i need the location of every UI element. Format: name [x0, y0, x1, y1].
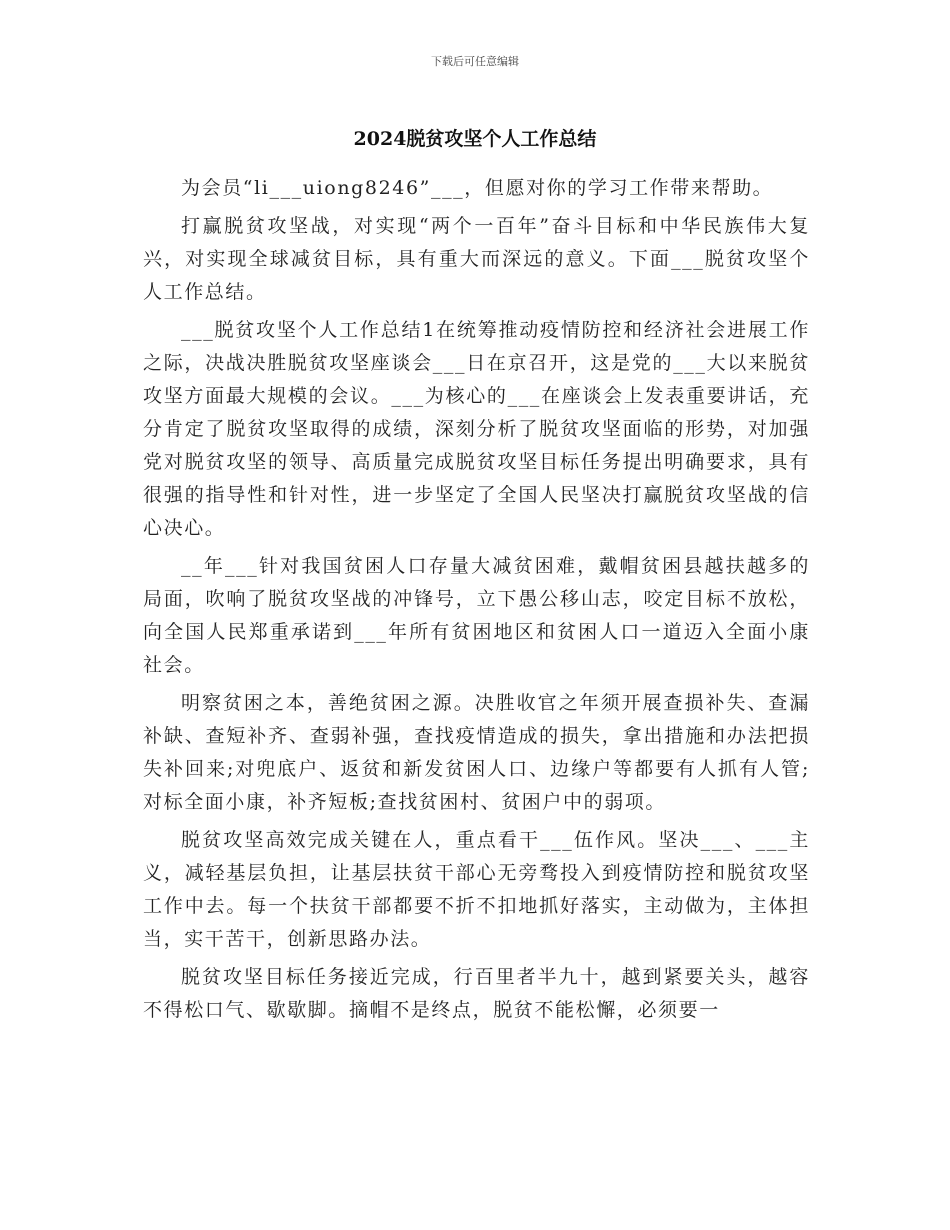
document-title: 2024脱贫攻坚个人工作总结 — [353, 128, 597, 150]
paragraph-history: __年___针对我国贫困人口存量大减贫困难，戴帽贫困县越扶越多的局面，吹响了脱贫攻坚战的冲锋号，立下愚公移山志，咬定目标不放松，向全国人民郑重承诺到___年所有贫困地区和贫困人口一道迈入全面小康社会。 — [143, 555, 810, 676]
paragraph-summary-1: ___脱贫攻坚个人工作总结1在统筹推动疫情防控和经济社会进展工作之际，决战决胜脱贫攻坚座谈会___日在京召开，这是党的___大以来脱贫攻坚方面最大规模的会议。___为核心的___在座谈会上发表重要讲话，充分肯定了脱贫攻坚取得的成绩，深刻分析了脱贫攻坚面临的形势，对加强党对脱贫攻坚的领导、高质量完成脱贫攻坚目标任务提出明确要求，具有很强的指导性和针对性，进一步坚定了全国人民坚决打赢脱贫攻坚战的信心决心。 — [143, 319, 810, 539]
paragraph-member-note: 为会员“li___uiong8246”___，但愿对你的学习工作带来帮助。 — [181, 177, 774, 199]
paragraph-work-style: 脱贫攻坚高效完成关键在人，重点看干___伍作风。坚决___、___主义，减轻基层负担，让基层扶贫干部心无旁骛投入到疫情防控和脱贫攻坚工作中去。每一个扶贫干部都要不折不扣地抓好落实，主动做为，主体担当，实干苦干，创新思路办法。 — [143, 829, 810, 950]
page-header-note: 下载后可任意编辑 — [431, 55, 519, 68]
paragraph-poverty-roots: 明察贫困之本，善绝贫困之源。决胜收官之年须开展查损补失、查漏补缺、查短补齐、查弱补强，查找疫情造成的损失，拿出措施和办法把损失补回来;对兜底户、返贫和新发贫困人口、边缘户等都要有人抓有人管;对标全面小康，补齐短板;查找贫困村、贫困户中的弱项。 — [143, 692, 810, 813]
paragraph-final-push: 脱贫攻坚目标任务接近完成，行百里者半九十，越到紧要关头，越容不得松口气、歇歇脚。摘帽不是终点，脱贫不能松懈，必须要一 — [143, 966, 810, 1021]
paragraph-intro: 打赢脱贫攻坚战，对实现“两个一百年”奋斗目标和中华民族伟大复兴，对实现全球减贫目标，具有重大而深远的意义。下面___脱贫攻坚个人工作总结。 — [143, 215, 810, 303]
document-body — [143, 172, 810, 1032]
